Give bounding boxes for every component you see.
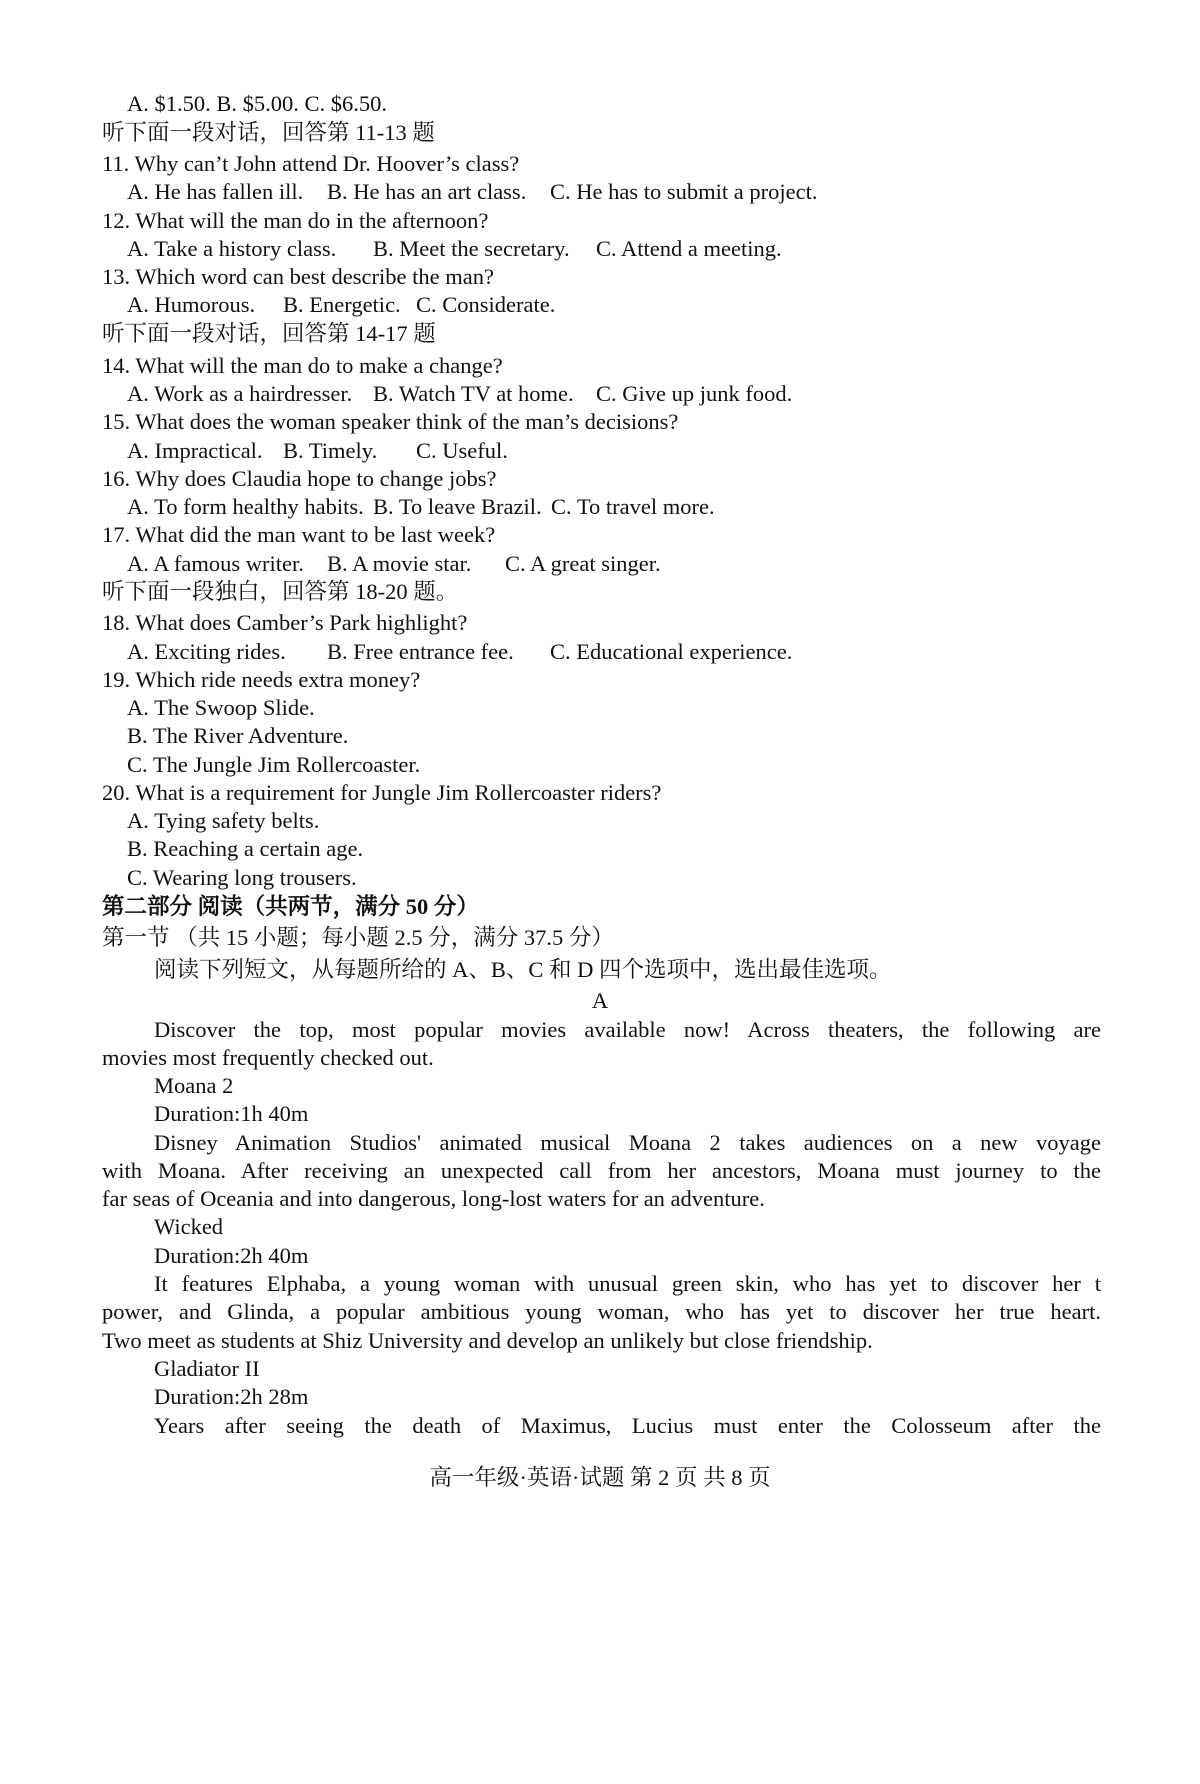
q12-stem: 12. What will the man do in the afternoon? [102,208,489,233]
q17-stem: 17. What did the man want to be last week? [102,522,496,547]
q18-option-b: B. Free entrance fee. [327,639,514,664]
movie-desc-wicked-line-2: power, and Glinda, a popular ambitious young woman, who has yet to discover her true heart. [102,1299,1101,1324]
q10-options: A. $1.50. B. $5.00. C. $6.50. [127,91,388,116]
q20-stem: 20. What is a requirement for Jungle Jim Rollercoaster riders? [102,780,662,805]
passage-intro-line-2: movies most frequently checked out. [102,1045,434,1070]
q18-stem: 18. What does Camber’s Park highlight? [102,610,468,635]
q13-option-a: A. Humorous. [127,292,256,317]
q15-option-a: A. Impractical. [127,438,263,463]
q11-option-b: B. He has an art class. [327,179,527,204]
q11-options [127,176,1127,208]
part2-instructions: 阅读下列短文，从每题所给的 A、B、C 和 D 四个选项中，选出最佳选项。 [154,957,892,982]
q14-option-a: A. Work as a hairdresser. [127,381,353,406]
movie-duration-wicked: Duration:2h 40m [154,1243,309,1268]
movie-desc-wicked-line-3: Two meet as students at Shiz University and develop an unlikely but close friendship. [102,1328,873,1353]
movie-title-moana-2: Moana 2 [154,1073,234,1098]
q11-stem: 11. Why can’t John attend Dr. Hoover’s class? [102,151,520,176]
q12-option-b: B. Meet the secretary. [373,236,570,261]
q16-option-b: B. To leave Brazil. [373,494,542,519]
q20-option-c: C. Wearing long trousers. [127,865,357,890]
section-heading-14-17: 听下面一段对话，回答第 14-17 题 [102,321,436,346]
q13-stem: 13. Which word can best describe the man? [102,264,494,289]
q16-stem: 16. Why does Claudia hope to change jobs? [102,466,497,491]
movie-duration-gladiator-ii: Duration:2h 28m [154,1384,309,1409]
q14-option-b: B. Watch TV at home. [373,381,574,406]
section-heading-18-20: 听下面一段独白，回答第 18-20 题。 [102,579,459,604]
q18-option-a: A. Exciting rides. [127,639,286,664]
movie-desc-gladiator-ii-line-1: Years after seeing the death of Maximus, Lucius must enter the Colosseum after the [154,1413,1101,1438]
section-heading-11-13: 听下面一段对话，回答第 11-13 题 [102,120,435,145]
q14-option-c: C. Give up junk food. [596,381,793,406]
q15-stem: 15. What does the woman speaker think of the man’s decisions? [102,409,679,434]
q12-option-c: C. Attend a meeting. [596,236,782,261]
q18-option-c: C. Educational experience. [550,639,793,664]
movie-title-wicked: Wicked [154,1214,224,1239]
q20-option-b: B. Reaching a certain age. [127,836,364,861]
q19-option-b: B. The River Adventure. [127,723,349,748]
q16-option-a: A. To form healthy habits. [127,494,364,519]
q12-option-a: A. Take a history class. [127,236,337,261]
q15-option-b: B. Timely. [283,438,378,463]
movie-desc-moana-2-line-1: Disney Animation Studios' animated musical Moana 2 takes audiences on a new voyage [154,1130,1101,1155]
q19-stem: 19. Which ride needs extra money? [102,667,421,692]
passage-intro-line-1: Discover the top, most popular movies available now! Across theaters, the following are [154,1017,1101,1042]
part2-section1-heading: 第一节 （共 15 小题；每小题 2.5 分，满分 37.5 分） [102,925,614,950]
q11-option-a: A. He has fallen ill. [127,179,304,204]
movie-desc-moana-2-line-3: far seas of Oceania and into dangerous, long-lost waters for an adventure. [102,1186,765,1211]
page-footer: 高一年级·英语·试题 第 2 页 共 8 页 [429,1465,771,1490]
q16-option-c: C. To travel more. [551,494,715,519]
movie-title-gladiator-ii: Gladiator II [154,1356,260,1381]
q13-options [127,289,1127,321]
q11-option-c: C. He has to submit a project. [550,179,818,204]
q19-option-a: A. The Swoop Slide. [127,695,315,720]
movie-duration-moana-2: Duration:1h 40m [154,1101,309,1126]
q17-option-c: C. A great singer. [505,551,661,576]
q17-option-b: B. A movie star. [327,551,472,576]
q19-option-c: C. The Jungle Jim Rollercoaster. [127,752,421,777]
q20-option-a: A. Tying safety belts. [127,808,320,833]
q13-option-c: C. Considerate. [416,292,556,317]
q17-option-a: A. A famous writer. [127,551,304,576]
passage-label: A [591,988,609,1013]
q13-option-b: B. Energetic. [283,292,401,317]
movie-desc-wicked-line-1: It features Elphaba, a young woman with unusual green skin, who has yet to discover her t [154,1271,1101,1296]
movie-desc-moana-2-line-2: with Moana. After receiving an unexpected call from her ancestors, Moana must journey to the [102,1158,1101,1183]
q14-stem: 14. What will the man do to make a change? [102,353,503,378]
part2-title: 第二部分 阅读（共两节，满分 50 分） [102,894,479,919]
q15-option-c: C. Useful. [416,438,508,463]
